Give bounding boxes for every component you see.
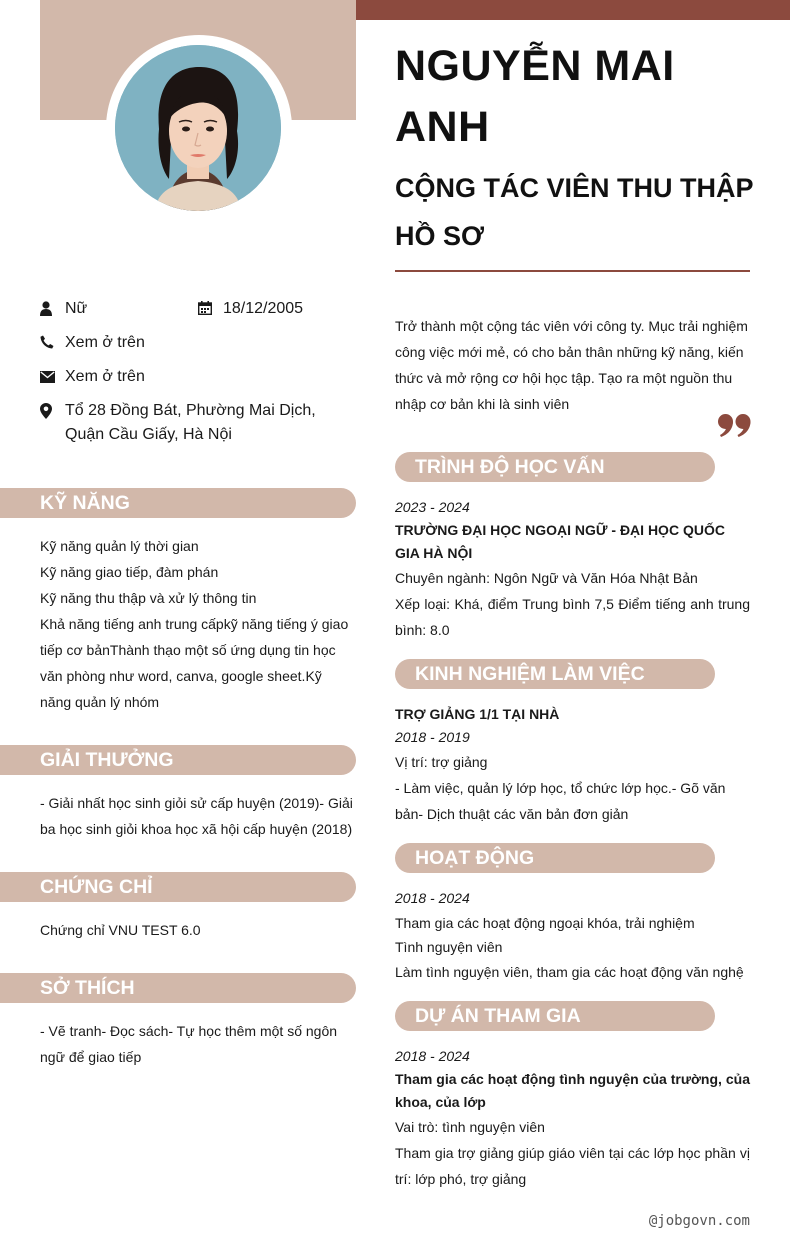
activities-line: Tham gia các hoạt động ngoại khóa, trải nghiệm [395,915,695,931]
map-pin-icon [40,399,65,419]
user-icon [40,297,65,316]
experience-position: Vị trí: trợ giảng [395,754,488,770]
address-value: Tổ 28 Đồng Bát, Phường Mai Dịch, Quận Cầu Giấy, Hà Nội [65,402,316,443]
title-divider [395,270,750,272]
hobbies-text: - Vẽ tranh- Đọc sách- Tự học thêm một số ngôn ngữ để giao tiếp [40,1023,338,1065]
skill-item: Kỹ năng thu thập và xử lý thông tin [40,590,257,606]
activities-entry [395,887,750,985]
birthday-value: 18/12/2005 [223,300,304,317]
projects-role: Vai trò: tình nguyện viên [395,1119,545,1135]
top-accent-bar [356,0,790,20]
email-value: Xem ở trên [65,368,145,385]
phone-value: Xem ở trên [65,334,145,351]
experience-entry [395,703,750,827]
experience-heading: KINH NGHIỆM LÀM VIỆC [395,659,715,689]
activities-line: Làm tình nguyện viên, tham gia các hoạt động văn nghệ [395,964,744,980]
experience-description: - Làm việc, quản lý lớp học, tổ chức lớp học.- Gõ văn bản- Dịch thuật các văn bản đơn giản [395,780,726,822]
certificates-heading: CHỨNG CHỈ [0,872,356,902]
projects-name: Tham gia các hoạt động tình nguyện của trường, của khoa, của lớp [395,1071,750,1110]
projects-description: Tham gia trợ giảng giúp giáo viên tại các lớp học phần vị trí: lớp phó, trợ giảng [395,1145,750,1187]
watermark: @jobgovn.com [648,1213,750,1229]
education-period: 2023 - 2024 [395,499,470,515]
envelope-icon [40,365,65,383]
candidate-name: NGUYỄN MAI ANH [395,42,675,151]
calendar-icon [198,297,223,315]
education-heading: TRÌNH ĐỘ HỌC VẤN [395,452,715,482]
projects-period: 2018 - 2024 [395,1048,470,1064]
education-grade: Xếp loại: Khá, điểm Trung bình 7,5 Điểm tiếng anh trung bình: 8.0 [395,596,750,638]
avatar [115,45,281,211]
contact-address [40,399,356,447]
quote-icon [718,414,751,442]
contact-gender [40,297,87,321]
activities-period: 2018 - 2024 [395,890,470,906]
gender-value: Nữ [65,300,88,317]
activities-heading: HOẠT ĐỘNG [395,843,715,873]
skill-item: Kỹ năng giao tiếp, đàm phán [40,564,219,580]
education-school: TRƯỜNG ĐẠI HỌC NGOẠI NGỮ - ĐẠI HỌC QUỐC GIA HÀ NỘI [395,522,725,561]
experience-period: 2018 - 2019 [395,729,470,745]
job-title: CỘNG TÁC VIÊN THU THẬP HỒ SƠ [395,173,754,251]
projects-entry [395,1045,750,1192]
phone-icon [40,331,65,349]
skill-item: Kỹ năng quản lý thời gian [40,538,199,554]
contact-phone [40,331,145,355]
contact-birthday [198,297,303,321]
contact-email [40,365,145,389]
awards-text: - Giải nhất học sinh giỏi sử cấp huyện (2019)- Giải ba học sinh giỏi khoa học xã hội cấp huyện (2018) [40,795,353,837]
awards-heading: GIẢI THƯỞNG [0,745,356,775]
skills-heading: KỸ NĂNG [0,488,356,518]
activities-line: Tình nguyện viên [395,939,503,955]
projects-heading: DỰ ÁN THAM GIA [395,1001,715,1031]
education-entry [395,496,750,643]
skills-list [40,533,356,715]
education-major: Chuyên ngành: Ngôn Ngữ và Văn Hóa Nhật Bản [395,570,698,586]
certificates-text: Chứng chỉ VNU TEST 6.0 [40,922,201,938]
hobbies-heading: SỞ THÍCH [0,973,356,1003]
skill-item: Khả năng tiếng anh trung cấpkỹ năng tiếng ý giao tiếp cơ bảnThành thạo một số ứng dụng tin học văn phòng như word, canva, google sheet.Kỹ năng quản lý nhóm [40,616,349,710]
portrait-image [115,45,281,211]
career-objective: Trở thành một cộng tác viên với công ty. Mục trải nghiệm công việc mới mẻ, có cho bản thân những kỹ năng, kiến thức và mở rộng cơ hội học tập. Tạo ra một nguồn thu nhập cơ bản khi là sinh viên [395,318,748,412]
experience-company: TRỢ GIẢNG 1/1 TẠI NHÀ [395,706,560,722]
